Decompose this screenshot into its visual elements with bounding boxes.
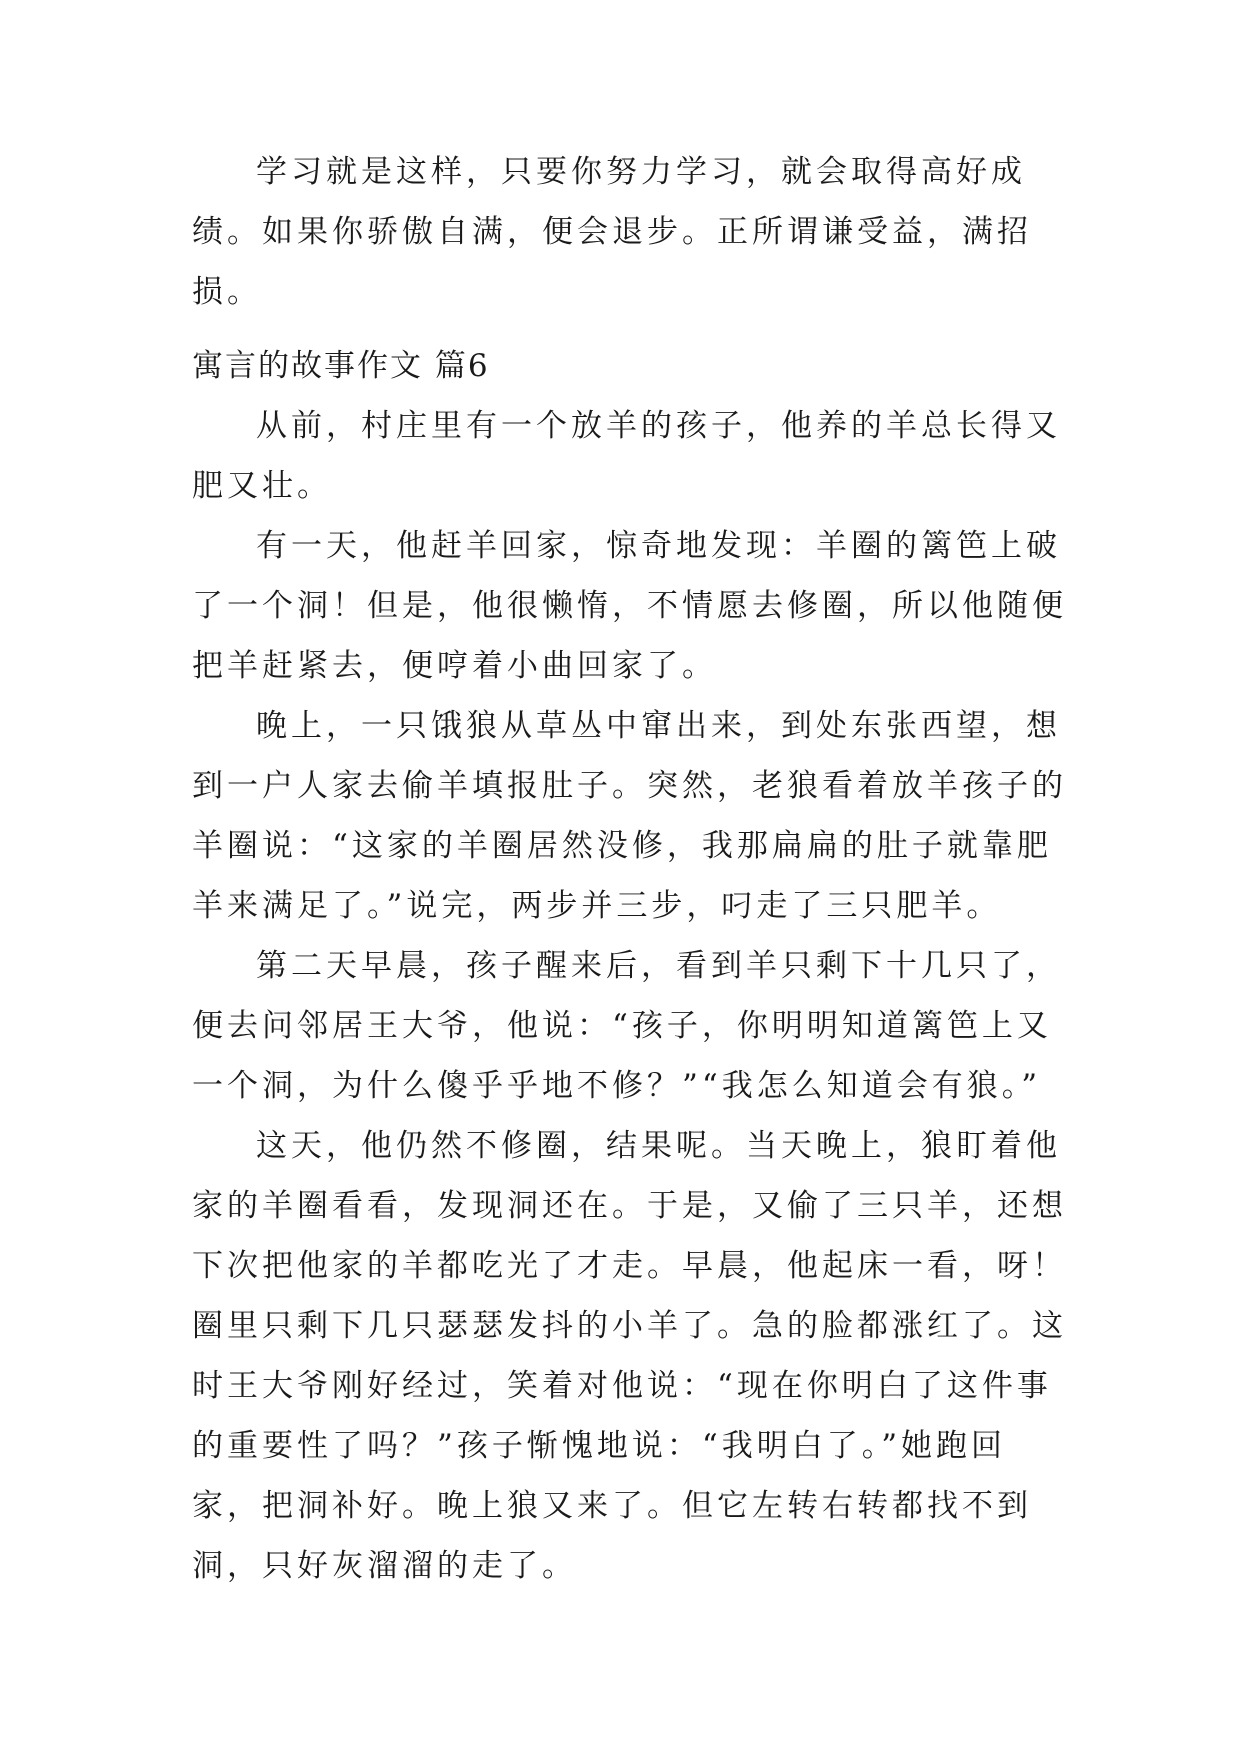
story-paragraph-4: 第二天早晨，孩子醒来后，看到羊只剩下十几只了，便去问邻居王大爷，他说：“孩子，你明明知道篱笆上又一个洞，为什么傻乎乎地不修？”“我怎么知道会有狼。” [192,948,1061,1104]
section-title: 寓言的故事作文 篇6 [192,348,490,384]
story-paragraph-1: 从前，村庄里有一个放羊的孩子，他养的羊总长得又肥又壮。 [192,408,1061,504]
intro-paragraph: 学习就是这样，只要你努力学习，就会取得高好成绩。如果你骄傲自满，便会退步。正所谓谦受益，满招损。 [192,154,1032,310]
story-paragraph-3: 晚上，一只饿狼从草丛中窜出来，到处东张西望，想到一户人家去偷羊填报肚子。突然，老狼看着放羊孩子的羊圈说：“这家的羊圈居然没修，我那扁扁的肚子就靠肥羊来满足了。”说完，两步并三步，叼走了三只肥羊。 [192,708,1067,924]
story-paragraph-5: 这天，他仍然不修圈，结果呢。当天晚上，狼盯着他家的羊圈看看，发现洞还在。于是，又偷了三只羊，还想下次把他家的羊都吃光了才走。早晨，他起床一看，呀！圈里只剩下几只瑟瑟发抖的小羊了。急的脸都涨红了。这时王大爷刚好经过，笑着对他说：“现在你明白了这件事的重要性了吗？”孩子惭愧地说：“我明白了。”她跑回家，把洞补好。晚上狼又来了。但它左转右转都找不到洞，只好灰溜溜的走了。 [192,1128,1067,1584]
story-paragraph-2: 有一天，他赶羊回家，惊奇地发现：羊圈的篱笆上破了一个洞！但是，他很懒惰，不情愿去修圈，所以他随便把羊赶紧去，便哼着小曲回家了。 [192,528,1067,684]
